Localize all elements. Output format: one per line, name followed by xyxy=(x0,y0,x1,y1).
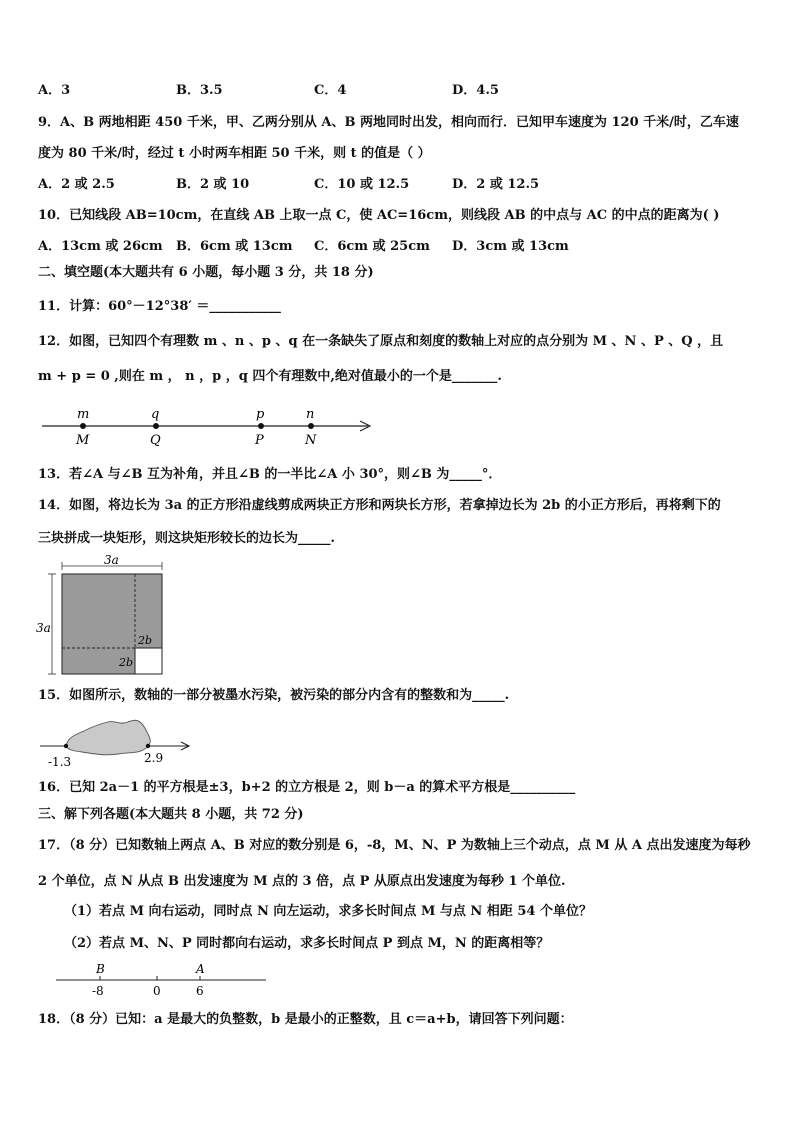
q9-option-a: A．2 或 2.5 xyxy=(38,177,115,192)
q15-line1: 15．如图所示，数轴的一部分被墨水污染，被污染的部分内含有的整数和为_____. xyxy=(38,688,510,703)
point-p-dot xyxy=(258,423,264,429)
q12-line1: 12．如图，已知四个有理数 m 、n 、p 、q 在一条缺失了原点和刻度的数轴上对应的点分别为 M 、N 、P 、Q ，且 xyxy=(38,334,724,349)
point-q-dot xyxy=(153,423,159,429)
q17-line2: 2 个单位，点 N 从点 B 出发速度为 M 点的 3 倍，点 P 从原点出发速度为每秒 1 个单位. xyxy=(38,874,566,889)
q8-option-a: A．3 xyxy=(38,83,71,98)
label-m: m xyxy=(77,407,90,422)
label-inner-2b-left: 2b xyxy=(119,656,134,669)
point-m-dot xyxy=(80,423,86,429)
q12-number-line-figure xyxy=(38,400,378,450)
q14-line1: 14．如图，将边长为 3a 的正方形沿虚线剪成两块正方形和两块长方形，若拿掉边长为 2b 的小正方形后，再将剩下的 xyxy=(38,498,721,513)
q10-option-c: C．6cm 或 25cm xyxy=(314,239,430,254)
tick-6: 6 xyxy=(196,984,204,998)
section-3-heading: 三、解下列各题(本大题共 8 小题，共 72 分) xyxy=(38,807,304,822)
ink-blot xyxy=(66,720,150,755)
q9-line1: 9．A、B 两地相距 450 千米，甲、乙两分别从 A、B 两地同时出发，相向而行．已知甲车速度为 120 千米/时，乙车速 xyxy=(38,115,739,130)
label-B: B xyxy=(96,962,105,976)
section-2-heading: 二、填空题(本大题共有 6 小题，每小题 3 分，共 18 分) xyxy=(38,265,374,280)
q10-option-b: B．6cm 或 13cm xyxy=(176,239,293,254)
label-M: M xyxy=(76,433,90,448)
q17-number-line-figure xyxy=(54,960,274,1000)
tick-minus-8: -8 xyxy=(92,984,104,998)
q16-text: 16．已知 2a－1 的平方根是±3，b+2 的立方根是 2，则 b－a 的算术平方根是__________ xyxy=(38,780,576,795)
q8-option-d: D．4.5 xyxy=(452,83,499,98)
label-N: N xyxy=(305,433,317,448)
label-Q: Q xyxy=(150,433,161,448)
q10-line1: 10．已知线段 AB=10cm，在直线 AB 上取一点 C，使 AC=16cm，则线段 AB 的中点与 AC 的中点的距离为( ) xyxy=(38,208,720,223)
q9-option-d: D．2 或 12.5 xyxy=(452,177,540,192)
q17-sub2: （2）若点 M、N、P 同时都向右运动，求多长时间点 P 到点 M，N 的距离相等？ xyxy=(64,936,550,951)
label-q: q xyxy=(151,407,160,422)
label-n: n xyxy=(306,407,315,422)
q15-ink-number-line-figure xyxy=(38,712,198,772)
tick-0: 0 xyxy=(153,984,161,998)
q8-option-b: B．3.5 xyxy=(176,83,223,98)
label-P: P xyxy=(255,433,264,448)
q8-option-c: C．4 xyxy=(314,83,347,98)
q10-option-a: A．13cm 或 26cm xyxy=(38,239,163,254)
label-p: p xyxy=(256,407,265,422)
label-left-value: -1.3 xyxy=(48,755,72,769)
label-left-3a: 3a xyxy=(36,621,51,635)
small-white-square xyxy=(135,648,162,674)
q18-text: 18．（8 分）已知：a 是最大的负整数，b 是最小的正整数，且 c＝a+b，请回答下列问题： xyxy=(38,1012,573,1027)
q17-sub1: （1）若点 M 向右运动，同时点 N 向左运动，求多长时间点 M 与点 N 相距 54 个单位？ xyxy=(64,904,592,919)
q9-line2: 度为 80 千米/时，经过 t 小时两车相距 50 千米，则 t 的值是（ ） xyxy=(38,146,431,161)
q14-line2: 三块拼成一块矩形，则这块矩形较长的边长为_____. xyxy=(38,531,336,546)
q10-option-d: D．3cm 或 13cm xyxy=(452,239,569,254)
q9-option-c: C．10 或 12.5 xyxy=(314,177,410,192)
q13-text: 13．若∠A 与∠B 互为补角，并且∠B 的一半比∠A 小 30°，则∠B 为_____°． xyxy=(38,467,502,482)
q11-text: 11．计算：60°－12°38′ ＝___________ xyxy=(38,299,281,314)
q12-line2: m + p = 0 ,则在 m ， n ，p ，q 四个有理数中,绝对值最小的一个是_______. xyxy=(38,369,502,384)
label-right-value: 2.9 xyxy=(144,751,164,765)
point-n-dot xyxy=(308,423,314,429)
label-inner-2b-top: 2b xyxy=(138,634,153,647)
q17-line1: 17．（8 分）已知数轴上两点 A、B 对应的数分别是 6，-8，M、N、P 为数轴上三个动点，点 M 从 A 点出发速度为每秒 xyxy=(38,838,751,853)
q9-option-b: B．2 或 10 xyxy=(176,177,250,192)
label-top-3a: 3a xyxy=(104,553,119,567)
label-A: A xyxy=(196,962,205,976)
q14-square-figure xyxy=(34,552,174,678)
